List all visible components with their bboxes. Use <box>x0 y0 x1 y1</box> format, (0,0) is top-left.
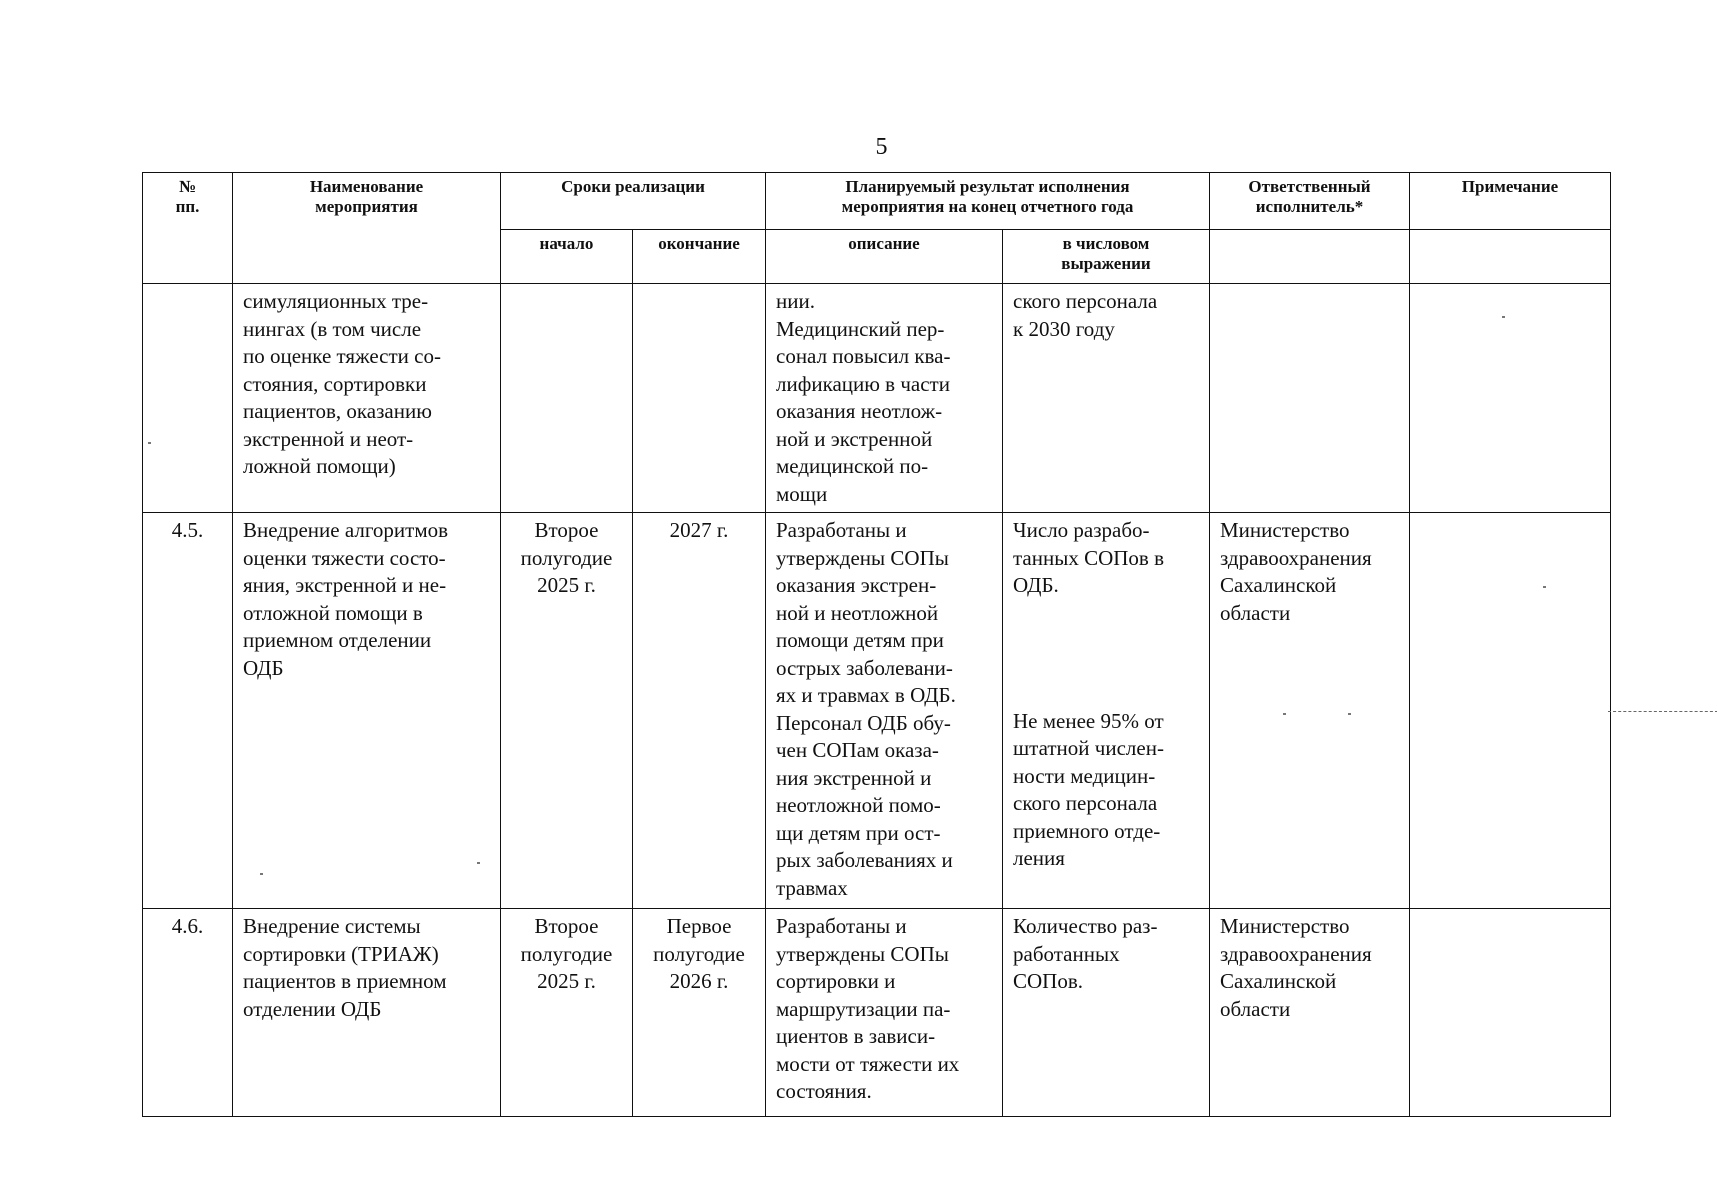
numeric-value-a: ского персонала к 2030 году <box>1013 289 1158 341</box>
header-terms: Сроки реализации <box>501 173 766 230</box>
cell-num: 4.5. <box>143 513 233 909</box>
header-name: Наименование мероприятия <box>233 173 501 284</box>
cell-start: Второе полугодие 2025 г. <box>501 513 633 909</box>
cell-note <box>1410 284 1611 513</box>
scan-speck <box>1543 586 1546 588</box>
cell-name: Внедрение алгоритмов оценки тяжести состо- яния, экстренной и не- отложной помощи в приемном отделении ОДБ <box>233 513 501 909</box>
cell-name: симуляционных тре- нингах (в том числе по оценке тяжести со- стояния, сортировки пациентов, оказанию экстренной и неот- ложной помощи) <box>233 284 501 513</box>
header-num: № пп. <box>143 173 233 284</box>
cell-end <box>633 284 766 513</box>
cell-start <box>501 284 633 513</box>
cell-note <box>1410 909 1611 1117</box>
header-note-empty <box>1410 230 1611 284</box>
cell-description: нии. Медицинский пер- сонал повысил ква- лификацию в части оказания неотлож- ной и экстренной медицинской по- мощи <box>766 284 1003 513</box>
cell-description: Разработаны и утверждены СОПы сортировки и маршрутизации па- циентов в зависи- мости от тяжести их состояния. <box>766 909 1003 1117</box>
cell-numeric <box>1003 284 1210 513</box>
cell-numeric <box>1003 909 1210 1117</box>
cell-description: Разработаны и утверждены СОПы оказания экстрен- ной и неотложной помощи детям при острых заболевани- ях и травмах в ОДБ. Персонал ОДБ обу- чен СОПам оказа- ния экстренной и неотложной помо- щи детям при ост- рых заболеваниях и травмах <box>766 513 1003 909</box>
cell-responsible <box>1210 284 1410 513</box>
scan-speck <box>477 862 480 864</box>
cell-num <box>143 284 233 513</box>
header-planned-result: Планируемый результат исполнения мероприятия на конец отчетного года <box>766 173 1210 230</box>
activities-table <box>142 172 1611 1117</box>
cell-start: Второе полугодие 2025 г. <box>501 909 633 1117</box>
numeric-value-a: Число разрабо- танных СОПов в ОДБ. <box>1013 518 1165 597</box>
cell-responsible: Министерство здравоохранения Сахалинской области <box>1210 909 1410 1117</box>
table-row <box>143 909 1611 1117</box>
header-responsible: Ответственный исполнитель* <box>1210 173 1410 230</box>
header-description: описание <box>766 230 1003 284</box>
numeric-value-b: Не менее 95% от штатной числен- ности медицин- ского персонала приемного отде- ления <box>1013 708 1164 870</box>
header-end: окончание <box>633 230 766 284</box>
table-row <box>143 513 1611 909</box>
scan-speck <box>1348 713 1351 715</box>
header-responsible-empty <box>1210 230 1410 284</box>
header-note: Примечание <box>1410 173 1611 230</box>
scan-speck <box>260 873 263 875</box>
cell-responsible: Министерство здравоохранения Сахалинской области <box>1210 513 1410 909</box>
cell-num: 4.6. <box>143 909 233 1117</box>
scan-speck <box>1283 713 1286 715</box>
cell-end: 2027 г. <box>633 513 766 909</box>
header-numeric: в числовом выражении <box>1003 230 1210 284</box>
cell-end: Первое полугодие 2026 г. <box>633 909 766 1117</box>
header-start: начало <box>501 230 633 284</box>
cell-numeric <box>1003 513 1210 909</box>
numeric-value-a: Количество раз- работанных СОПов. <box>1013 914 1158 993</box>
table-row <box>143 284 1611 513</box>
cell-name: Внедрение системы сортировки (ТРИАЖ) пациентов в приемном отделении ОДБ <box>233 909 501 1117</box>
page-number: 5 <box>875 134 888 160</box>
cell-note <box>1410 513 1611 909</box>
scan-dash-mark <box>1608 711 1717 712</box>
scan-speck <box>148 442 151 444</box>
scan-speck <box>1502 316 1505 318</box>
